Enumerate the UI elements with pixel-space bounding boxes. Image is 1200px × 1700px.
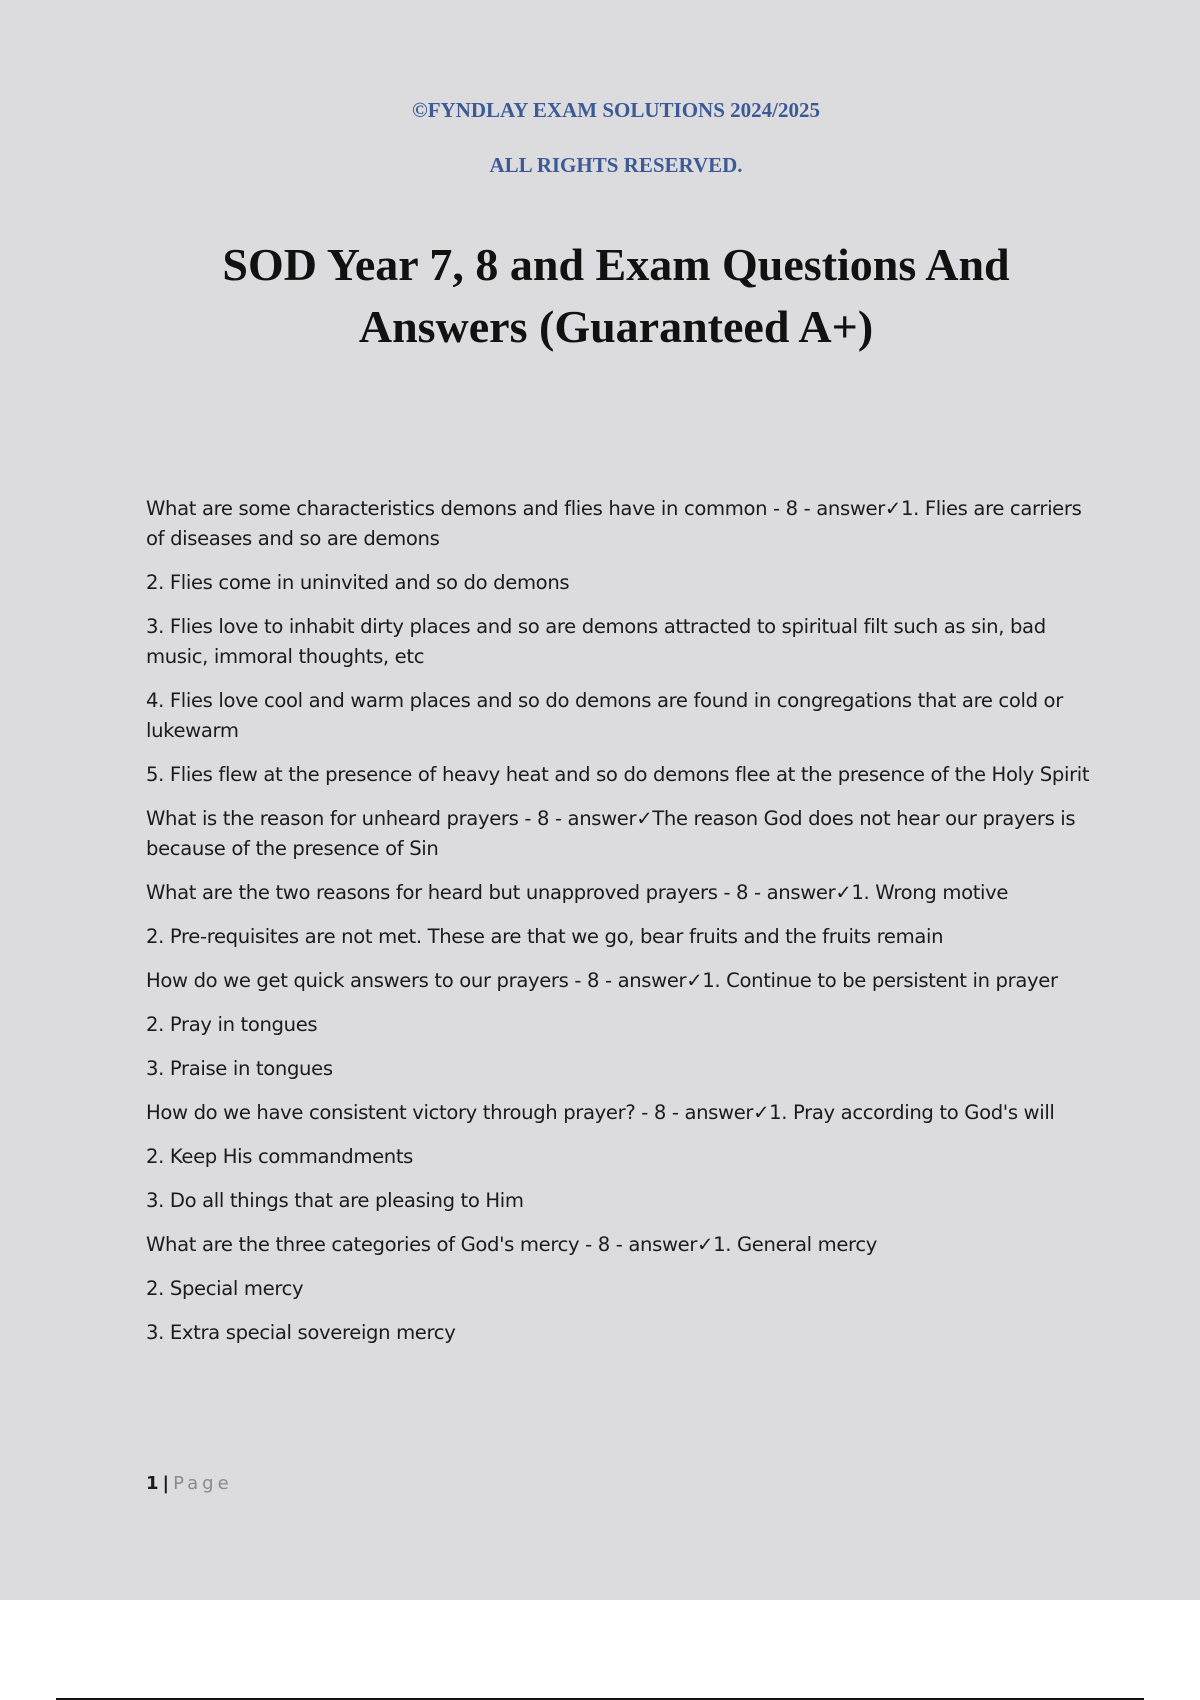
paragraph: What are the three categories of God's mercy - 8 - answer✓1. General mercy — [146, 1233, 877, 1256]
paragraph: 4. Flies love cool and warm places and so do demons are found in congregations that are cold or lukewarm — [146, 689, 1063, 742]
paragraph: 2. Pre-requisites are not met. These are that we go, bear fruits and the fruits remain — [146, 925, 944, 948]
paragraph: How do we get quick answers to our prayers - 8 - answer✓1. Continue to be persistent in prayer — [146, 969, 1058, 992]
paragraph: 2. Special mercy — [146, 1277, 304, 1300]
paragraph: 2. Flies come in uninvited and so do demons — [146, 571, 570, 594]
paragraph: What is the reason for unheard prayers - 8 - answer✓The reason God does not hear our prayers is because of the presence of Sin — [146, 807, 1076, 860]
paragraph: 3. Extra special sovereign mercy — [146, 1321, 456, 1344]
paragraph: What are the two reasons for heard but unapproved prayers - 8 - answer✓1. Wrong motive — [146, 881, 1009, 904]
page-label: Page — [173, 1473, 233, 1494]
paragraph: 2. Pray in tongues — [146, 1013, 318, 1036]
rights-header: ALL RIGHTS RESERVED. — [489, 153, 743, 177]
paragraph: 3. Flies love to inhabit dirty places and so are demons attracted to spiritual filt such as sin, bad music, immoral thoughts, etc — [146, 615, 1046, 668]
copyright-header: ©FYNDLAY EXAM SOLUTIONS 2024/2025 — [412, 98, 820, 122]
paragraph: How do we have consistent victory through prayer? - 8 - answer✓1. Pray according to God's will — [146, 1101, 1055, 1124]
paragraph: 3. Praise in tongues — [146, 1057, 333, 1080]
footer-separator: | — [162, 1473, 170, 1494]
page-number: 1 — [146, 1473, 159, 1494]
paragraph: 3. Do all things that are pleasing to Him — [146, 1189, 524, 1212]
paragraph: 2. Keep His commandments — [146, 1145, 414, 1168]
title-line-1: SOD Year 7, 8 and Exam Questions And — [222, 239, 1010, 290]
paragraph: 5. Flies flew at the presence of heavy heat and so do demons flee at the presence of the Holy Spirit — [146, 763, 1090, 786]
title-line-2: Answers (Guaranteed A+) — [358, 301, 874, 352]
document-title — [0, 234, 1200, 358]
page-footer — [146, 1473, 233, 1494]
question-answer-list — [146, 494, 1094, 1362]
paragraph: What are some characteristics demons and flies have in common - 8 - answer✓1. Flies are carriers of diseases and so are demons — [146, 497, 1082, 550]
